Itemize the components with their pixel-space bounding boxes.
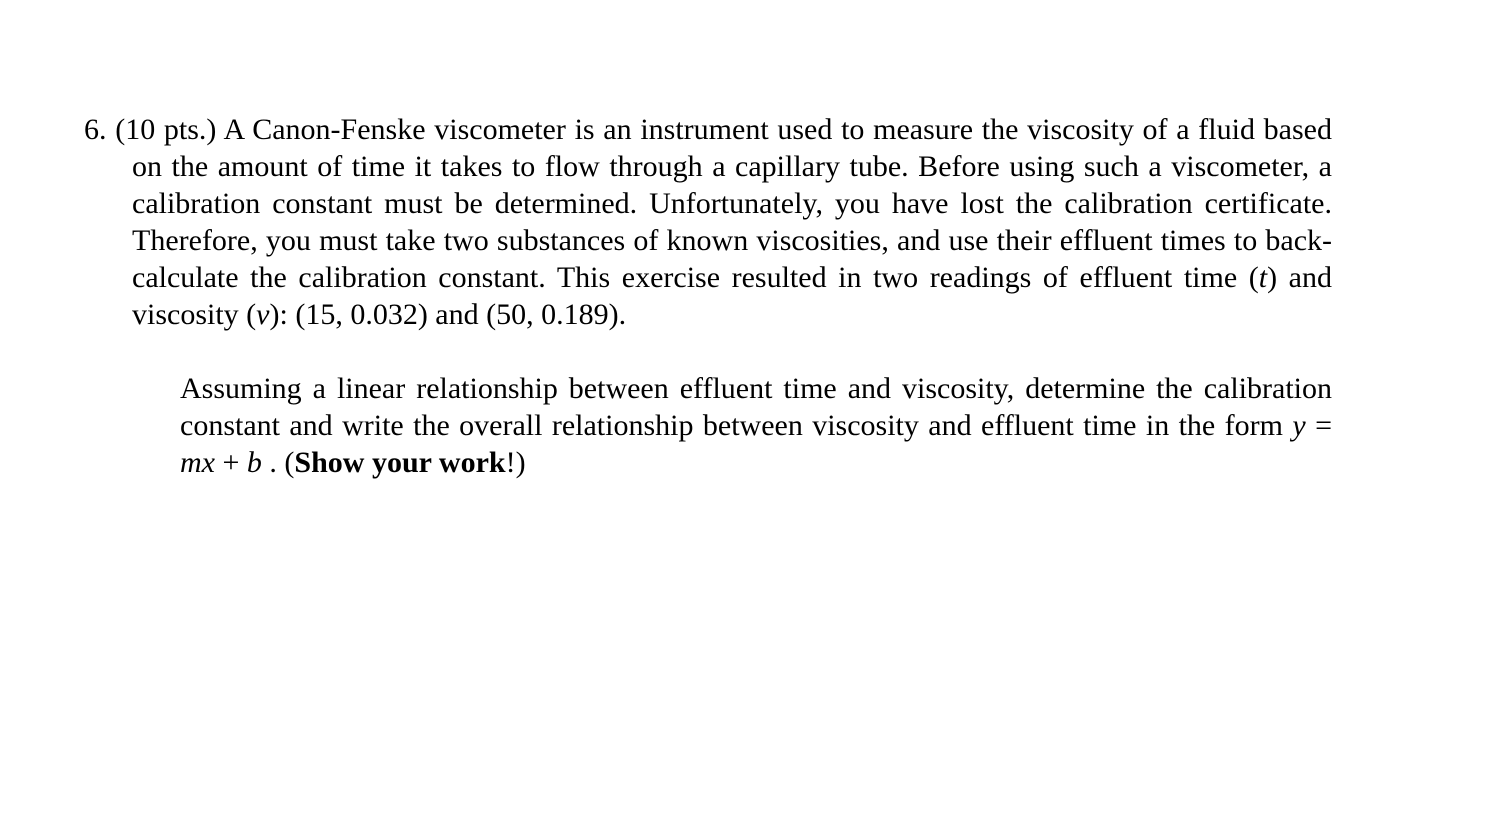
equation-b: b	[246, 446, 262, 479]
part-period: . (	[261, 446, 295, 479]
question-intro: A Canon-Fenske viscometer is an instrument used to measure the viscosity of a fluid based on the amount of time it takes to flow through a capillary tube. Before using such a viscometer, a calibration constant must be determined. Unfortunately, you have lost the calibration certificate. Therefore, you must take two substances of known viscosities, and use their effluent times to back-calculate the calibration constant. This exercise resulted in two readings of effluent time (	[132, 113, 1332, 294]
question-readings: ): (15, 0.032) and (50, 0.189).	[269, 298, 627, 331]
equation-equals: =	[1305, 409, 1332, 442]
part-end: !)	[505, 446, 526, 479]
equation-y: y	[1292, 409, 1306, 442]
question-paragraph	[84, 111, 1332, 333]
question-6	[84, 111, 1332, 481]
question-part-instructions	[180, 370, 1332, 481]
equation-plus: +	[214, 446, 247, 479]
question-points: (10 pts.)	[115, 113, 217, 146]
equation-mx: mx	[180, 446, 215, 479]
show-work: Show your work	[294, 446, 506, 479]
part-text: Assuming a linear relationship between effluent time and viscosity, determine the calibration constant and write the overall relationship between viscosity and effluent time in the form	[180, 372, 1332, 442]
viscosity-symbol: v	[256, 298, 270, 331]
question-mid: ) and viscosity (	[132, 261, 1332, 331]
time-symbol: t	[1258, 261, 1268, 294]
question-number: 6.	[84, 113, 107, 146]
